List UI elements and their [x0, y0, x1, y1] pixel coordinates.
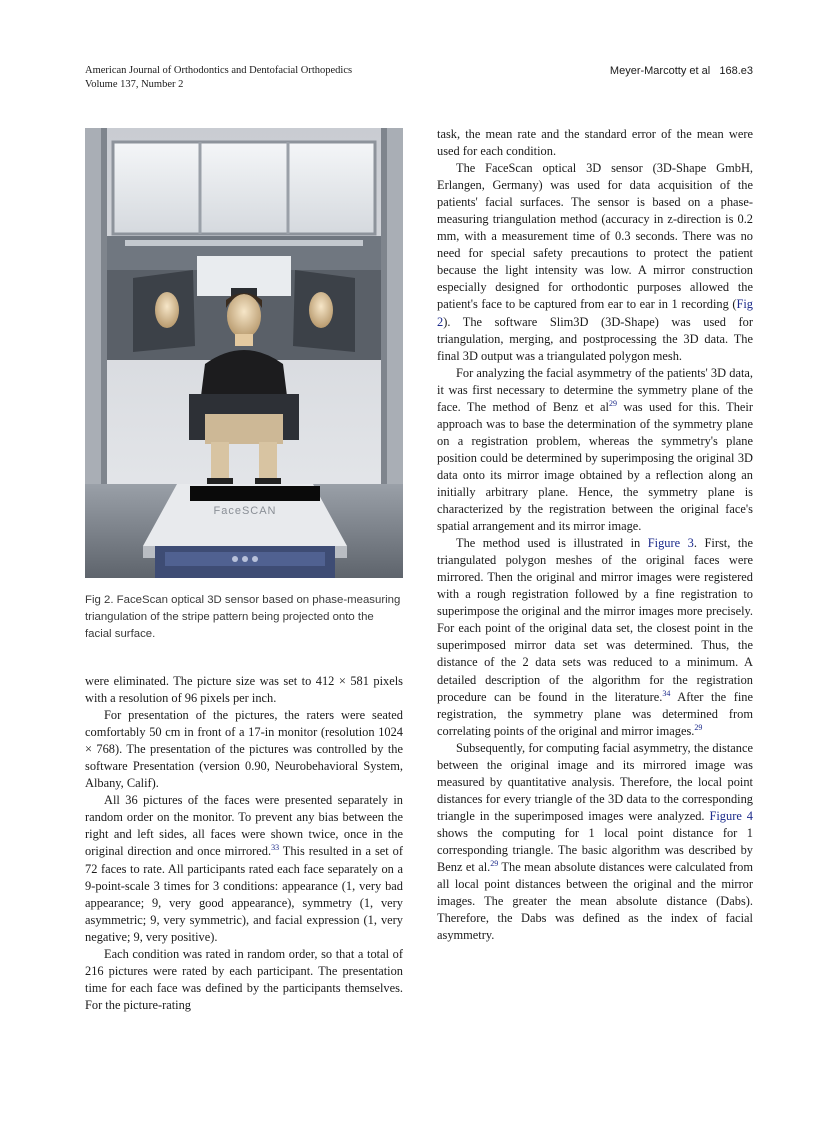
text-run: shows the computing for 1 local point distance for 1 corresponding triangle. The basic algorithm was described by Benz et al.	[437, 825, 753, 875]
facescan-photo	[85, 128, 403, 578]
right-column	[437, 126, 753, 944]
paragraph	[437, 535, 753, 740]
text-run: After the fine registration, the symmetry plane was determined from correlating points of the original and mirror images.	[437, 689, 753, 738]
fig-2-link[interactable]: Fig 2	[437, 297, 753, 329]
running-header-left	[85, 64, 352, 92]
citation-29[interactable]: 29	[608, 398, 617, 408]
left-column	[85, 673, 403, 1014]
text-run: ). The software Slim3D (3D-Shape) was used for triangulation, merging, and postprocessing the 3D data. The final 3D output was a triangulated polygon mesh.	[437, 314, 753, 363]
paragraph	[85, 792, 403, 945]
running-header-right	[610, 64, 753, 78]
text-run: was used for this. Their approach was to base the determination of the symmetry plane on a registration problem, whereas the symmetry's plane position could be determined by superimposing the original 3D data onto its mirror image obtained by a reflection along an initially arbitrary plane. Hence, the symmetry plane is characterized by the registration between the original face's spatial arrangement and its mirror image.	[437, 399, 753, 534]
text-run: The method used is illustrated in	[456, 536, 648, 551]
paragraph: were eliminated. The picture size was set to 412 × 581 pixels with a resolution of 96 pixels per inch.	[85, 674, 403, 706]
text-run: All 36 pictures of the faces were presented separately in random order on the monitor. To prevent any bias between the right and left sides, all faces were shown twice, once in the original direction and once mirrored.	[85, 793, 403, 859]
text-run: The mean absolute distances were calculated from all local point distances between the original and the mirror images. The greater the mean absolute distance (Dabs). Therefore, the Dabs was defined as the index of facial asymmetry.	[437, 860, 754, 943]
text-run: This resulted in a set of 72 faces to rate. All participants rated each face separately on a 9-point-scale 3 times for 3 conditions: appearance (1, very bad appearance; 9, very good appearance), symmetry (1, very asymmetric; 9, very symmetric), and facial expression (1, very negative; 9, very positive).	[85, 844, 403, 944]
author-line: Meyer-Marcotty et al	[609, 65, 711, 77]
text-run: For analyzing the facial asymmetry of the patients' 3D data, it was first necessary to determine the symmetry plane of the face. The method of Benz et al	[437, 365, 753, 414]
figure-4-link[interactable]: Figure 4	[709, 808, 753, 823]
page-number: 168.e3	[719, 65, 753, 77]
paragraph: For presentation of the pictures, the raters were seated comfortably 50 cm in front of a 17-in monitor (resolution 1024 × 768). The presentation of the pictures was controlled by the software Presentation (version 0.90, Neurobehavioral System, Albany, Calif).	[85, 708, 403, 791]
text-run: Subsequently, for computing facial asymmetry, the distance between the original image and its mirrored image was measured by quantitative analysis. Therefore, the local point distances for every triangle of the 3D data to the corresponding triangle in the superimposed images were analyzed.	[437, 740, 753, 823]
journal-volume: Volume 137, Number 2	[85, 79, 184, 90]
text-run: The FaceScan optical 3D sensor (3D-Shape GmbH, Erlangen, Germany) was used for data acquisition of the patients' facial surfaces. The sensor is based on a phase-measuring triangulation method (accuracy in z-direction is 0.2 mm, with a measurement time of 0.3 seconds. There was no need for special safety precautions to protect the patient because the light intensity was low. A mirror construction especially designed for orthodontic purposes allowed the patient's face to be captured from ear to ear in 1 recording (	[437, 161, 753, 312]
figure-3-link[interactable]: Figure 3	[647, 536, 694, 551]
device-label: FaceSCAN	[213, 505, 277, 517]
citation-29[interactable]: 29	[694, 722, 703, 732]
citation-34[interactable]: 34	[662, 688, 671, 698]
journal-name: American Journal of Orthodontics and Dentofacial Orthopedics	[85, 65, 353, 76]
citation-33[interactable]: 33	[271, 843, 280, 853]
paragraph	[437, 740, 753, 945]
paragraph: task, the mean rate and the standard error of the mean were used for each condition.	[437, 127, 753, 159]
figure-caption: Fig 2. FaceScan optical 3D sensor based on phase-measuring triangulation of the stripe pattern being projected onto the facial surface.	[85, 594, 401, 640]
paragraph: Each condition was rated in random order, so that a total of 216 pictures were rated by each participant. The presentation time for each face was defined by the participants themselves. For the picture-rating	[85, 946, 403, 1012]
paragraph	[437, 160, 753, 365]
citation-29[interactable]: 29	[490, 858, 499, 868]
facescan-illustration	[85, 128, 403, 578]
paragraph	[437, 365, 753, 535]
text-run: . First, the triangulated polygon meshes of the original faces were mirrored. Then the original and mirror images were registered with a rough registration followed by a fine registration to superimpose the original and the mirror images more precisely. For each point of the original data set, the closest point in the superimposed mirror data set was determined. Thus, the distance of the 2 data sets was reduced to a minimum. A detailed description of the algorithm for the registration procedure can be found in the literature.	[437, 536, 753, 704]
